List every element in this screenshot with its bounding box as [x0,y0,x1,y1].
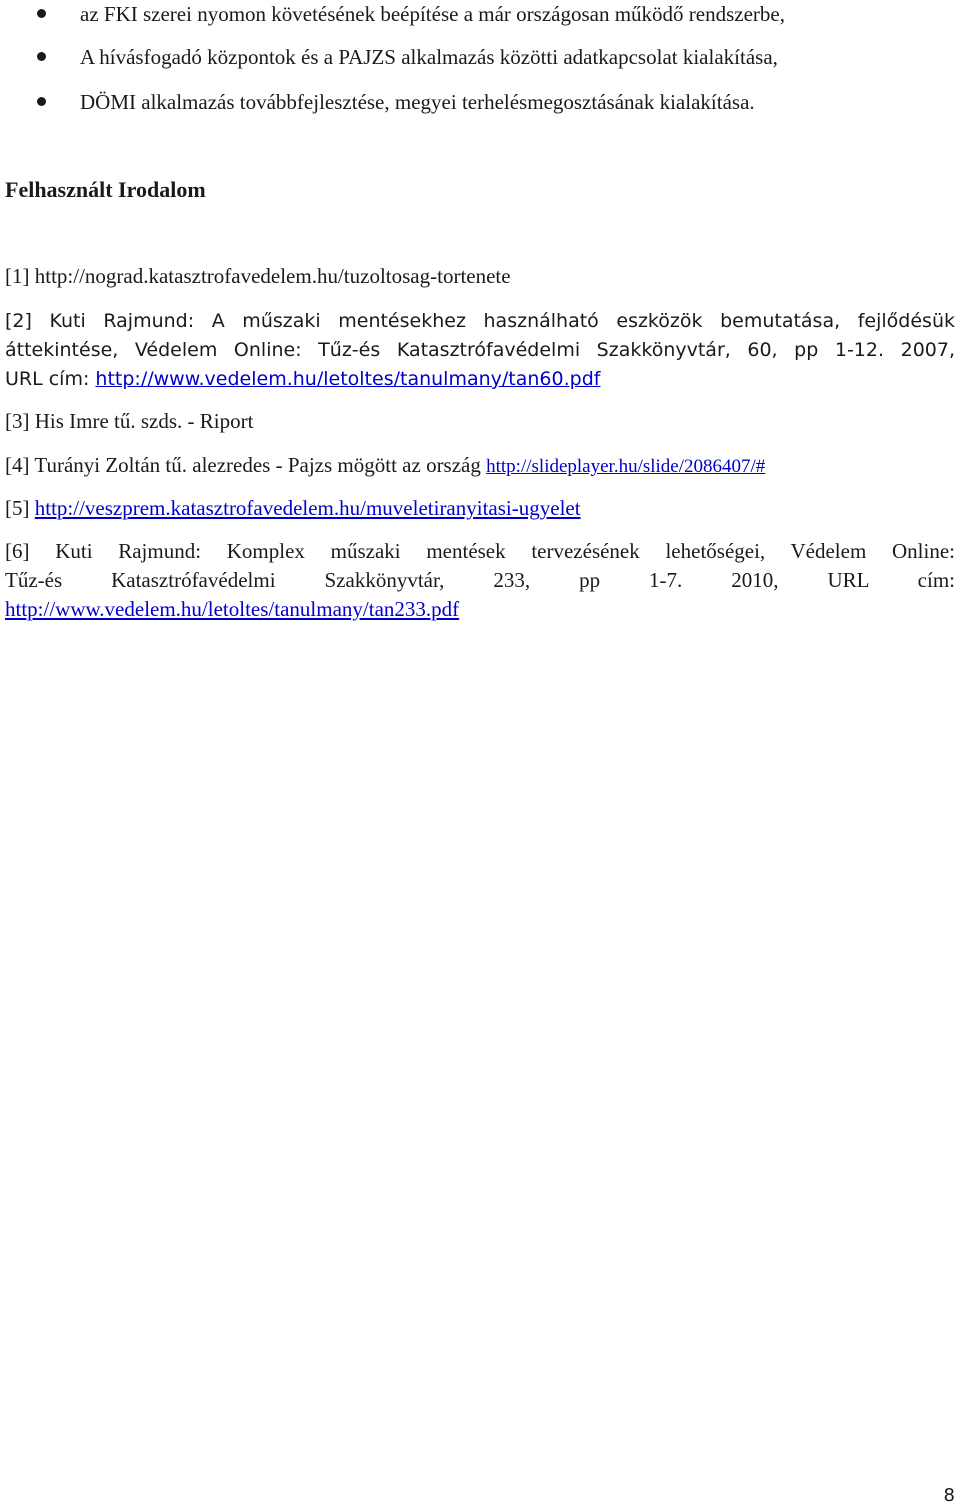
bullet-icon [37,97,46,106]
reference-6-line-2: Tűz-és Katasztrófavédelmi Szakkönyvtár, 233, pp 1-7. 2010, URL cím: [5,568,955,592]
bullet-icon [37,9,46,18]
reference-6-link[interactable]: http://www.vedelem.hu/letoltes/tanulmany/tan233.pdf [5,597,460,621]
section-heading: Felhasznált Irodalom [5,177,206,202]
reference-4-text: [4] Turányi Zoltán tű. alezredes - Pajzs mögött az ország [5,453,487,477]
list-item [0,0,960,30]
reference-6-line-3 [5,595,459,624]
page-number: 8 [943,1485,955,1506]
reference-2-line-1: [2] Kuti Rajmund: A műszaki mentésekhez használható eszközök bemutatása, fejlődésük [5,310,955,332]
reference-4-link[interactable]: http://slideplayer.hu/slide/2086407/# [486,456,766,477]
reference-6-line-1: [6] Kuti Rajmund: Komplex műszaki mentések tervezésének lehetőségei, Védelem Online: [5,539,955,563]
reference-2-line-3 [5,365,600,394]
reference-5 [5,494,581,523]
reference-4 [5,451,765,481]
reference-1: [1] http://nograd.katasztrofavedelem.hu/tuzoltosag-tortenete [5,264,511,288]
bullet-icon [37,52,46,61]
list-item-text: az FKI szerei nyomon követésének beépítése a már országosan működő rendszerbe, [80,2,785,26]
reference-2-link[interactable]: http://www.vedelem.hu/letoltes/tanulmany/tan60.pdf [95,368,601,390]
list-item [0,43,960,73]
reference-5-link[interactable]: http://veszprem.katasztrofavedelem.hu/muveletiranyitasi-ugyelet [34,496,581,520]
list-item [0,88,960,118]
reference-3: [3] His Imre tű. szds. - Riport [5,409,254,433]
list-item-text: A hívásfogadó központok és a PAJZS alkalmazás közötti adatkapcsolat kialakítása, [80,45,778,69]
reference-2-line-2: áttekintése, Védelem Online: Tűz-és Katasztrófavédelmi Szakkönyvtár, 60, pp 1-12. 2007, [5,339,955,361]
reference-2-url-label: URL cím: [5,368,96,390]
list-item-text: DÖMI alkalmazás továbbfejlesztése, megyei terhelésmegosztásának kialakítása. [80,90,755,114]
reference-5-text: [5] [5,496,35,520]
